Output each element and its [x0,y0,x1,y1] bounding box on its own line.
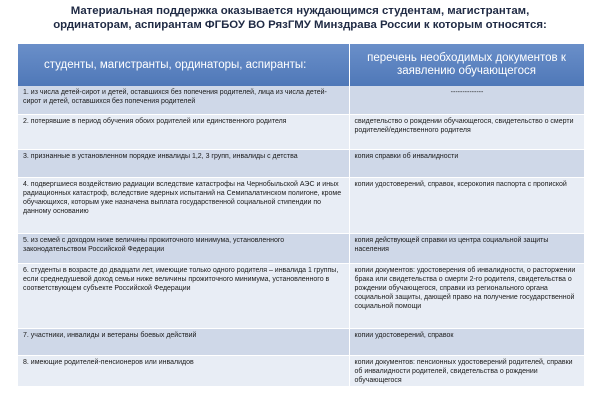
table-header-row [18,44,584,86]
row-documents: копия действующей справки из центра социальной защиты населения [349,233,584,263]
table-row [18,355,584,386]
table-row [18,263,584,328]
page-title [10,4,590,32]
page-title-line-2: ординаторам, аспирантам ФГБОУ ВО РязГМУ Минздрава России к которым относятся: [53,19,547,31]
table-row [18,233,584,263]
table-row [18,328,584,355]
row-documents: копии документов: удостоверения об инвалидности, о расторжении брака или свидетельства о смерти 2-го родителя, свидетельства о рождении обучающегося, справки из регионального органа социальной защиты, дающей право на получение государственной социальной помощи [349,263,584,328]
page-title-line-1: Материальная поддержка оказывается нуждающимся студентам, магистрантам, [70,5,530,17]
row-category: 1. из числа детей-сирот и детей, оставшихся без попечения родителей, лица из числа детей-сирот и детей, оставшихся без попечения родителей [18,86,349,114]
row-category: 6. студенты в возрасте до двадцати лет, имеющие только одного родителя – инвалида 1 группы, если среднедушевой доход семьи ниже величины прожиточного минимума, установленного в соответствующем субъекте Российской Федерации [18,263,349,328]
header-documents: перечень необходимых документов к заявлению обучающегося [349,44,584,86]
table-row [18,114,584,149]
row-documents: свидетельство о рождении обучающегося, свидетельство о смерти родителей/единственного родителя [349,114,584,149]
row-documents: -------------- [349,86,584,114]
header-category: студенты, магистранты, ординаторы, аспиранты: [18,44,349,86]
row-documents: копии удостоверений, справок [349,328,584,355]
row-category: 5. из семей с доходом ниже величины прожиточного минимума, установленного законодательством Российской Федерации [18,233,349,263]
table-row [18,149,584,177]
table-body [18,86,584,386]
table-row [18,86,584,114]
row-category: 8. имеющие родителей-пенсионеров или инвалидов [18,355,349,386]
row-documents: копии документов: пенсионных удостоверений родителей, справки об инвалидности родителей, свидетельства о рождении обучающегося [349,355,584,386]
support-table [18,44,585,387]
row-category: 3. признанные в установленном порядке инвалиды 1,2, 3 групп, инвалиды с детства [18,149,349,177]
row-documents: копия справки об инвалидности [349,149,584,177]
row-category: 7. участники, инвалиды и ветераны боевых действий [18,328,349,355]
table-header [18,44,584,86]
table-row [18,177,584,233]
row-category: 2. потерявшие в период обучения обоих родителей или единственного родителя [18,114,349,149]
row-category: 4. подвергшиеся воздействию радиации вследствие катастрофы на Чернобыльской АЭС и иных радиационных катастроф, вследствие ядерных испытаний на Семипалатинском полигоне, кроме обучающихся, которым уже назначена выплата государственной социальной стипендии по данному основанию [18,177,349,233]
row-documents: копии удостоверений, справок, ксерокопия паспорта с пропиской [349,177,584,233]
